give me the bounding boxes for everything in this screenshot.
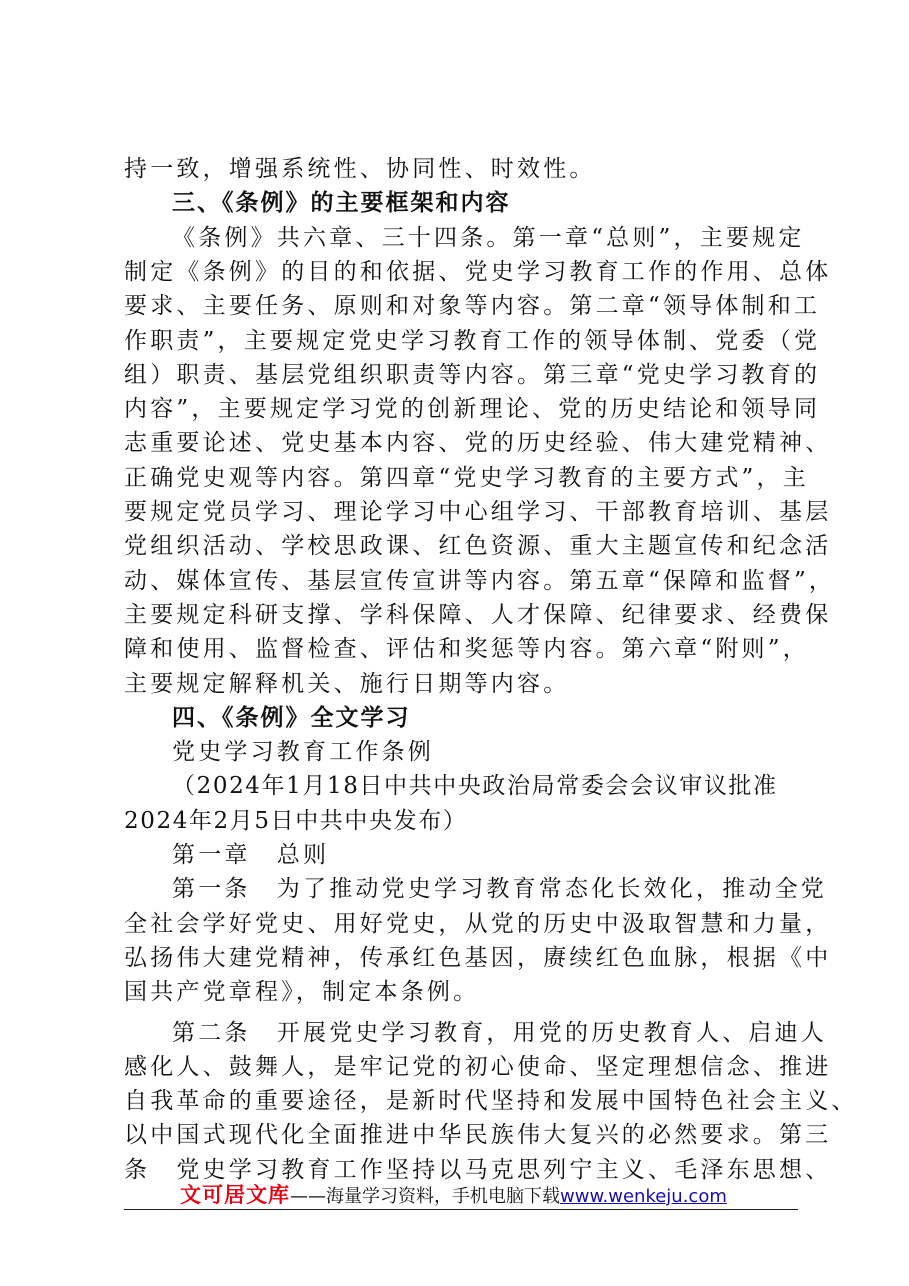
text-line: 作职责”，主要规定党史学习教育工作的领导体制、党委（党 bbox=[124, 327, 821, 354]
text-line: 动、媒体宣传、基层宣传宣讲等内容。第五章“保障和监督”， bbox=[124, 567, 836, 594]
text-line: 组）职责、基层党组织职责等内容。第三章“党史学习教育的 bbox=[124, 361, 821, 388]
text-line: 障和使用、监督检查、评估和奖惩等内容。第六章“附则”， bbox=[124, 636, 809, 663]
footer-slogan: ——海量学习资料，手机电脑下载 bbox=[290, 1186, 560, 1207]
text-line: 感化人、鼓舞人，是牢记党的初心使命、坚定理想信念、推进 bbox=[124, 1053, 832, 1080]
text-line: 制定《条例》的目的和依据、党史学习教育工作的作用、总体 bbox=[124, 258, 832, 285]
text-line: 弘扬伟大建党精神，传承红色基因，赓续红色血脉，根据《中 bbox=[124, 944, 832, 971]
text-line: 志重要论述、党史基本内容、党的历史经验、伟大建党精神、 bbox=[124, 430, 832, 457]
text-line: 党史学习教育工作条例 bbox=[172, 739, 434, 766]
text-line: 第一条 为了推动党史学习教育常态化长效化，推动全党 bbox=[172, 876, 827, 903]
text-line: 全社会学好党史、用好党史，从党的历史中汲取智慧和力量， bbox=[124, 910, 832, 937]
footer bbox=[180, 1180, 727, 1212]
text-line: （2024年1月18日中共中央政治局常委会会议审议批准 bbox=[172, 773, 778, 800]
footer-url-link[interactable]: www.wenkeju.com bbox=[560, 1186, 727, 1207]
text-line: 以中国式现代化全面推进中华民族伟大复兴的必然要求。第三 bbox=[124, 1122, 832, 1149]
text-line: 《条例》共六章、三十四条。第一章“总则”，主要规定 bbox=[172, 224, 805, 251]
text-line: 2024年2月5日中共中央发布） bbox=[124, 807, 468, 834]
text-line: 党组织活动、学校思政课、红色资源、重大主题宣传和纪念活 bbox=[124, 533, 832, 560]
text-line: 要规定党员学习、理论学习中心组学习、干部教育培训、基层 bbox=[124, 499, 832, 525]
footer-divider bbox=[124, 1209, 798, 1210]
text-line: 国共产党章程》，制定本条例。 bbox=[124, 979, 480, 1006]
text-line: 第一章 总则 bbox=[172, 842, 330, 868]
footer-brand: 文可居文库 bbox=[180, 1183, 290, 1207]
text-line: 主要规定科研支撑、学科保障、人才保障、纪律要求、经费保 bbox=[124, 601, 832, 628]
text-line: 要求、主要任务、原则和对象等内容。第二章“领导体制和工 bbox=[124, 293, 821, 320]
text-line: 主要规定解释机关、施行日期等内容。 bbox=[124, 670, 570, 697]
text-line: 第二条 开展党史学习教育，用党的历史教育人、启迪人 bbox=[172, 1019, 827, 1046]
text-line: 自我革命的重要途径，是新时代坚持和发展中国特色社会主义、 bbox=[124, 1088, 858, 1115]
text-line: 持一致，增强系统性、协同性、时效性。 bbox=[124, 156, 596, 182]
section-heading: 四、《条例》全文学习 bbox=[172, 704, 411, 731]
text-line: 正确党史观等内容。第四章“党史学习教育的主要方式”，主 bbox=[124, 464, 809, 491]
text-line: 条 党史学习教育工作坚持以马克思列宁主义、毛泽东思想、 bbox=[124, 1156, 832, 1183]
section-heading: 三、《条例》的主要框架和内容 bbox=[172, 190, 511, 217]
text-line: 内容”，主要规定学习党的创新理论、党的历史结论和领导同 bbox=[124, 396, 821, 423]
